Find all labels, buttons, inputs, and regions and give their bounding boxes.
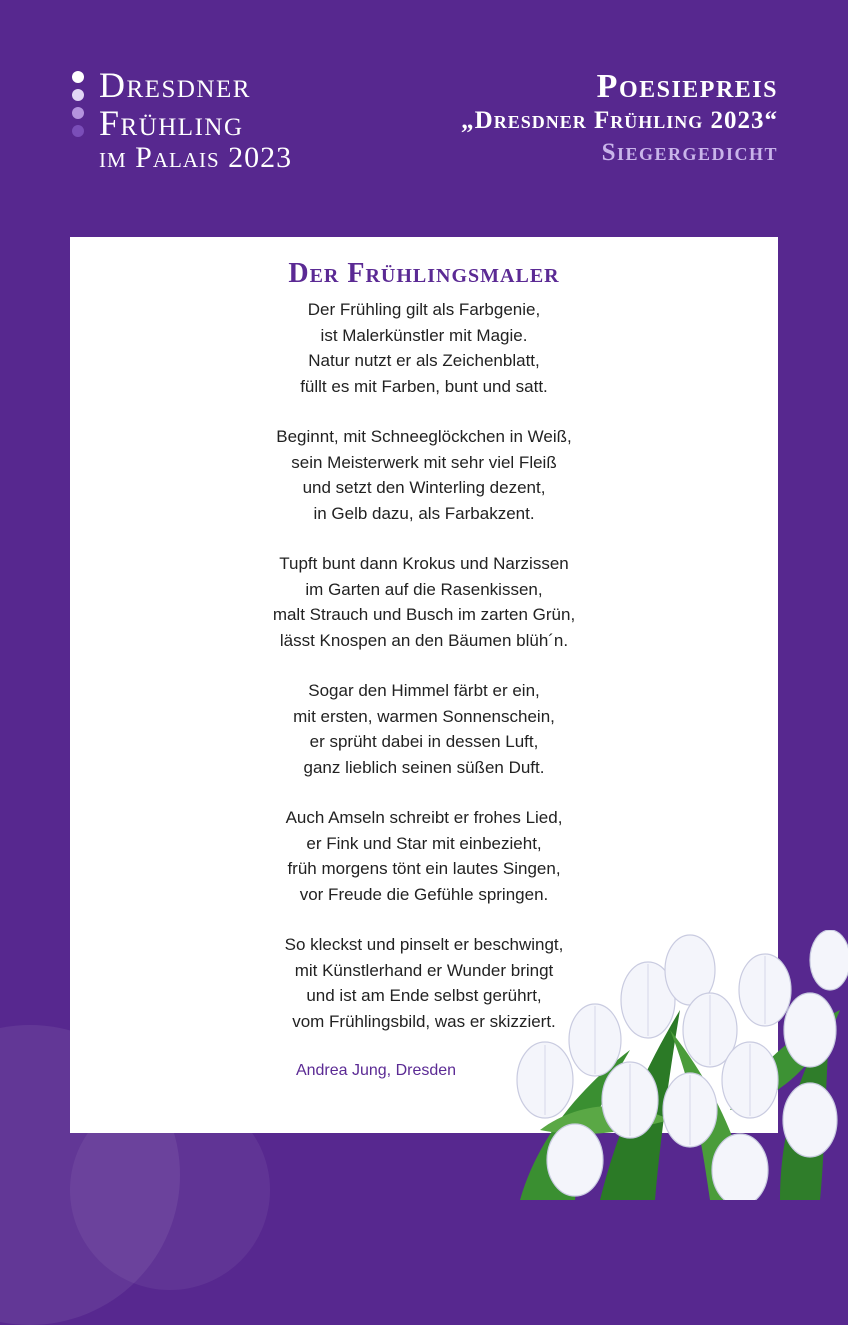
poem-line: und ist am Ende selbst gerührt, — [306, 986, 542, 1005]
logo-dot — [72, 125, 84, 137]
poem-line: vom Frühlingsbild, was er skizziert. — [292, 1011, 556, 1031]
logo-line-3: im Palais 2023 — [99, 141, 293, 174]
award-subtitle: „Dresdner Frühling 2023“ — [461, 107, 778, 134]
award-header — [358, 68, 778, 170]
poem-line: ganz lieblich seinen süßen Duft. — [303, 757, 545, 777]
poem-line: mit ersten, warmen Sonnenschein, — [293, 706, 555, 726]
award-label: Siegergedicht — [601, 139, 778, 166]
poem-line: malt Strauch und Busch im zarten Grün, — [272, 605, 576, 624]
poem-line: sein Meisterwerk mit sehr viel Fleiß — [291, 452, 557, 472]
poem-line: So kleckst und pinselt er beschwingt, — [284, 935, 564, 954]
poem-line: im Garten auf die Rasenkissen, — [305, 579, 543, 599]
poem-line: Natur nutzt er als Zeichenblatt, — [308, 351, 540, 370]
poem-line: füllt es mit Farben, bunt und satt. — [300, 376, 548, 396]
poem-stanza — [70, 297, 778, 399]
poem-stanza — [70, 424, 778, 526]
poem-line: Sogar den Himmel färbt er ein, — [308, 681, 540, 700]
logo-dot — [72, 107, 84, 119]
poem-line: er sprüht dabei in dessen Luft, — [309, 732, 539, 751]
poem-line: Der Frühling gilt als Farbgenie, — [307, 300, 541, 319]
logo-dot — [72, 71, 84, 83]
tulip-bouquet-image — [480, 930, 848, 1200]
poem-stanza — [70, 551, 778, 653]
logo-dot — [72, 89, 84, 101]
poem-line: ist Malerkünstler mit Magie. — [320, 325, 528, 345]
poem-stanza — [70, 805, 778, 907]
poem-line: vor Freude die Gefühle springen. — [299, 884, 549, 904]
logo-dots — [72, 71, 86, 143]
poem-line: Auch Amseln schreibt er frohes Lied, — [285, 808, 563, 827]
logo-text — [99, 66, 329, 174]
poem-stanza — [70, 678, 778, 780]
poem-line: und setzt den Winterling dezent, — [302, 478, 546, 497]
poem-author: Andrea Jung, Dresden — [295, 1062, 457, 1079]
poem-line: Beginnt, mit Schneeglöckchen in Weiß, — [276, 427, 572, 446]
poem-line: lässt Knospen an den Bäumen blüh´n. — [279, 630, 569, 650]
poem-title: Der Frühlingsmaler — [288, 258, 560, 289]
logo-line-1: Dresdner — [99, 65, 251, 105]
logo-line-2: Frühling — [99, 103, 244, 143]
award-title: Poesiepreis — [596, 68, 778, 105]
poem-line: Tupft bunt dann Krokus und Narzissen — [279, 554, 569, 573]
poem-line: er Fink und Star mit einbezieht, — [306, 833, 542, 853]
poem-line: in Gelb dazu, als Farbakzent. — [313, 503, 535, 523]
poem-line: früh morgens tönt ein lautes Singen, — [287, 859, 561, 878]
poem-line: mit Künstlerhand er Wunder bringt — [294, 960, 554, 980]
